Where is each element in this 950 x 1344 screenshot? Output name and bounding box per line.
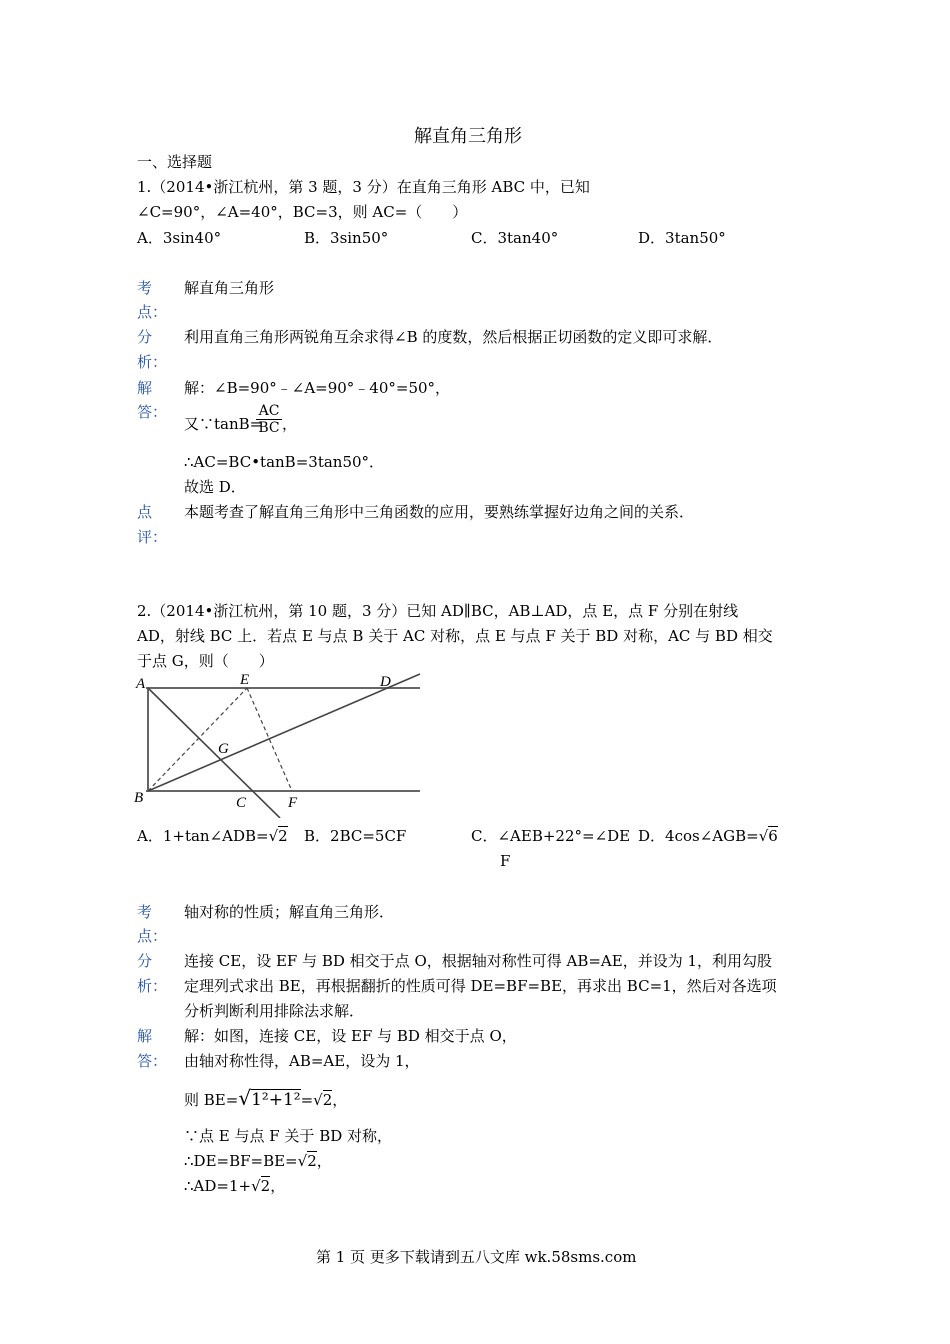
page-title: 解直角三角形 [414, 126, 522, 147]
q2-be-inner: 1²+1² [251, 1090, 301, 1110]
q2-ad-radicand: 2 [260, 1177, 271, 1195]
q1-fx-label-1: 分 [137, 328, 153, 346]
q2-fx-label-1: 分 [137, 952, 153, 970]
q2-option-c-line1: C．∠AEB+22°=∠DE [471, 827, 631, 845]
q1-stem-line1: 1.（2014•浙江杭州，第 3 题，3 分）在直角三角形 ABC 中，已知 [137, 178, 590, 196]
sqrt-sign: √ [238, 1086, 252, 1110]
q2-kd-label-2: 点： [137, 927, 168, 945]
q1-option-a: A．3sin40° [137, 229, 222, 247]
label-a: A [136, 676, 146, 692]
q2-option-c-line2: F [500, 852, 511, 870]
q1-frac-denominator: BC [256, 419, 282, 436]
page-footer: 第 1 页 更多下载请到五八文库 wk.58sms.com [316, 1248, 637, 1266]
q2-de-tail: ， [316, 1152, 332, 1170]
label-e: E [240, 672, 250, 688]
q1-jd-line3: ∴AC=BC•tanB=3tan50°． [184, 453, 385, 471]
section-heading: 一、选择题 [137, 153, 213, 171]
q1-jd-line1: 解：∠B=90°﹣∠A=90°﹣40°=50°， [184, 379, 451, 397]
q2-option-d [638, 826, 778, 846]
q2-kd-label-1: 考 [137, 903, 153, 921]
q1-option-b: B．3sin50° [304, 229, 389, 247]
sqrt-sign: √ [297, 1152, 308, 1170]
q1-jd-line4: 故选 D． [184, 478, 246, 496]
q2-fx-line1: 连接 CE，设 EF 与 BD 相交于点 O，根据轴对称性可得 AB=AE，并设为 1，利用勾股 [184, 952, 773, 970]
q2-kd-text: 轴对称的性质；解直角三角形． [184, 903, 395, 921]
q1-jd-label-2: 答： [137, 403, 168, 421]
q1-fx-label-2: 析： [137, 353, 168, 371]
q1-option-c: C．3tan40° [471, 229, 559, 247]
q2-ad-pre: ∴AD=1+ [184, 1177, 252, 1195]
q2-option-d-text: D．4cos∠AGB= [638, 827, 759, 845]
label-b: B [134, 790, 144, 806]
q1-frac-tail: ， [282, 415, 298, 433]
sqrt-sign: √ [268, 827, 279, 845]
segment-ef [247, 688, 292, 791]
q2-fx-line2: 定理列式求出 BE，再根据翻折的性质可得 DE=BF=BE，再求出 BC=1，然后对各选项 [184, 977, 777, 995]
q2-stem-line2: AD，射线 BC 上．若点 E 与点 B 关于 AC 对称，点 E 与点 F 关于 BD 对称，AC 与 BD 相交 [137, 627, 773, 645]
q2-de-pre: ∴DE=BF=BE= [184, 1152, 298, 1170]
q2-jd-label-1: 解 [137, 1027, 153, 1045]
q2-option-d-radicand: 6 [768, 827, 778, 845]
q2-ad-line [184, 1176, 285, 1196]
q1-jd-line2: 又∵tanB= [184, 415, 263, 433]
sqrt-sign: √ [313, 1091, 323, 1109]
sqrt-sign: √ [251, 1177, 261, 1195]
line-ac [148, 688, 280, 818]
q1-fx-text: 利用直角三角形两锐角互余求得∠B 的度数，然后根据正切函数的定义即可求解． [184, 328, 723, 346]
q1-kd-label-2: 点： [137, 303, 168, 321]
q1-dp-label-2: 评： [137, 528, 168, 546]
q2-be-pre: 则 BE= [184, 1091, 239, 1109]
q2-option-a-radicand: 2 [278, 827, 288, 845]
q2-ad-tail: ， [270, 1177, 286, 1195]
q2-geometry-figure [130, 668, 425, 818]
q2-de-radicand: 2 [307, 1152, 317, 1170]
q2-be-eq: = [300, 1091, 314, 1109]
q1-frac-numerator: AC [258, 403, 280, 419]
q1-jd-label-1: 解 [137, 379, 153, 397]
q2-option-a [137, 826, 288, 846]
q2-option-b: B．2BC=5CF [304, 827, 407, 845]
q2-jd-label-2: 答： [137, 1052, 168, 1070]
q1-kd-text: 解直角三角形 [184, 279, 275, 297]
q1-kd-label-1: 考 [137, 279, 153, 297]
label-g: G [218, 741, 229, 757]
label-c: C [236, 795, 247, 811]
label-d: D [380, 674, 391, 690]
q2-jd-line1: 解：如图，连接 CE，设 EF 与 BD 相交于点 O， [184, 1027, 517, 1045]
q2-de-line [184, 1151, 332, 1171]
q2-stem-line3: 于点 G，则（ ） [137, 652, 274, 670]
sqrt-sign: √ [758, 827, 769, 845]
q2-fx-line3: 分析判断利用排除法求解． [184, 1002, 365, 1020]
q2-jd-line2: 由轴对称性得，AB=AE，设为 1， [184, 1052, 420, 1070]
q2-option-a-text: A．1+tan∠ADB= [137, 827, 269, 845]
q1-tan-fraction [256, 403, 282, 436]
q2-stem-line1: 2.（2014•浙江杭州，第 10 题，3 分）已知 AD∥BC，AB⊥AD，点 E，点 F 分别在射线 [137, 602, 739, 620]
q2-fx-label-2: 析： [137, 977, 168, 995]
q2-be-line [184, 1088, 347, 1110]
q2-sym-line: ∵点 E 与点 F 关于 BD 对称， [184, 1127, 393, 1145]
q2-be-radicand: 2 [322, 1091, 333, 1109]
q1-dp-label-1: 点 [137, 503, 153, 521]
q1-dp-text: 本题考查了解直角三角形中三角函数的应用，要熟练掌握好边角之间的关系． [184, 503, 695, 521]
label-f: F [288, 795, 298, 811]
q2-be-tail: ， [332, 1091, 348, 1109]
q1-option-d: D．3tan50° [638, 229, 726, 247]
q1-stem-line2: ∠C=90°，∠A=40°，BC=3，则 AC=（ ） [137, 203, 468, 221]
